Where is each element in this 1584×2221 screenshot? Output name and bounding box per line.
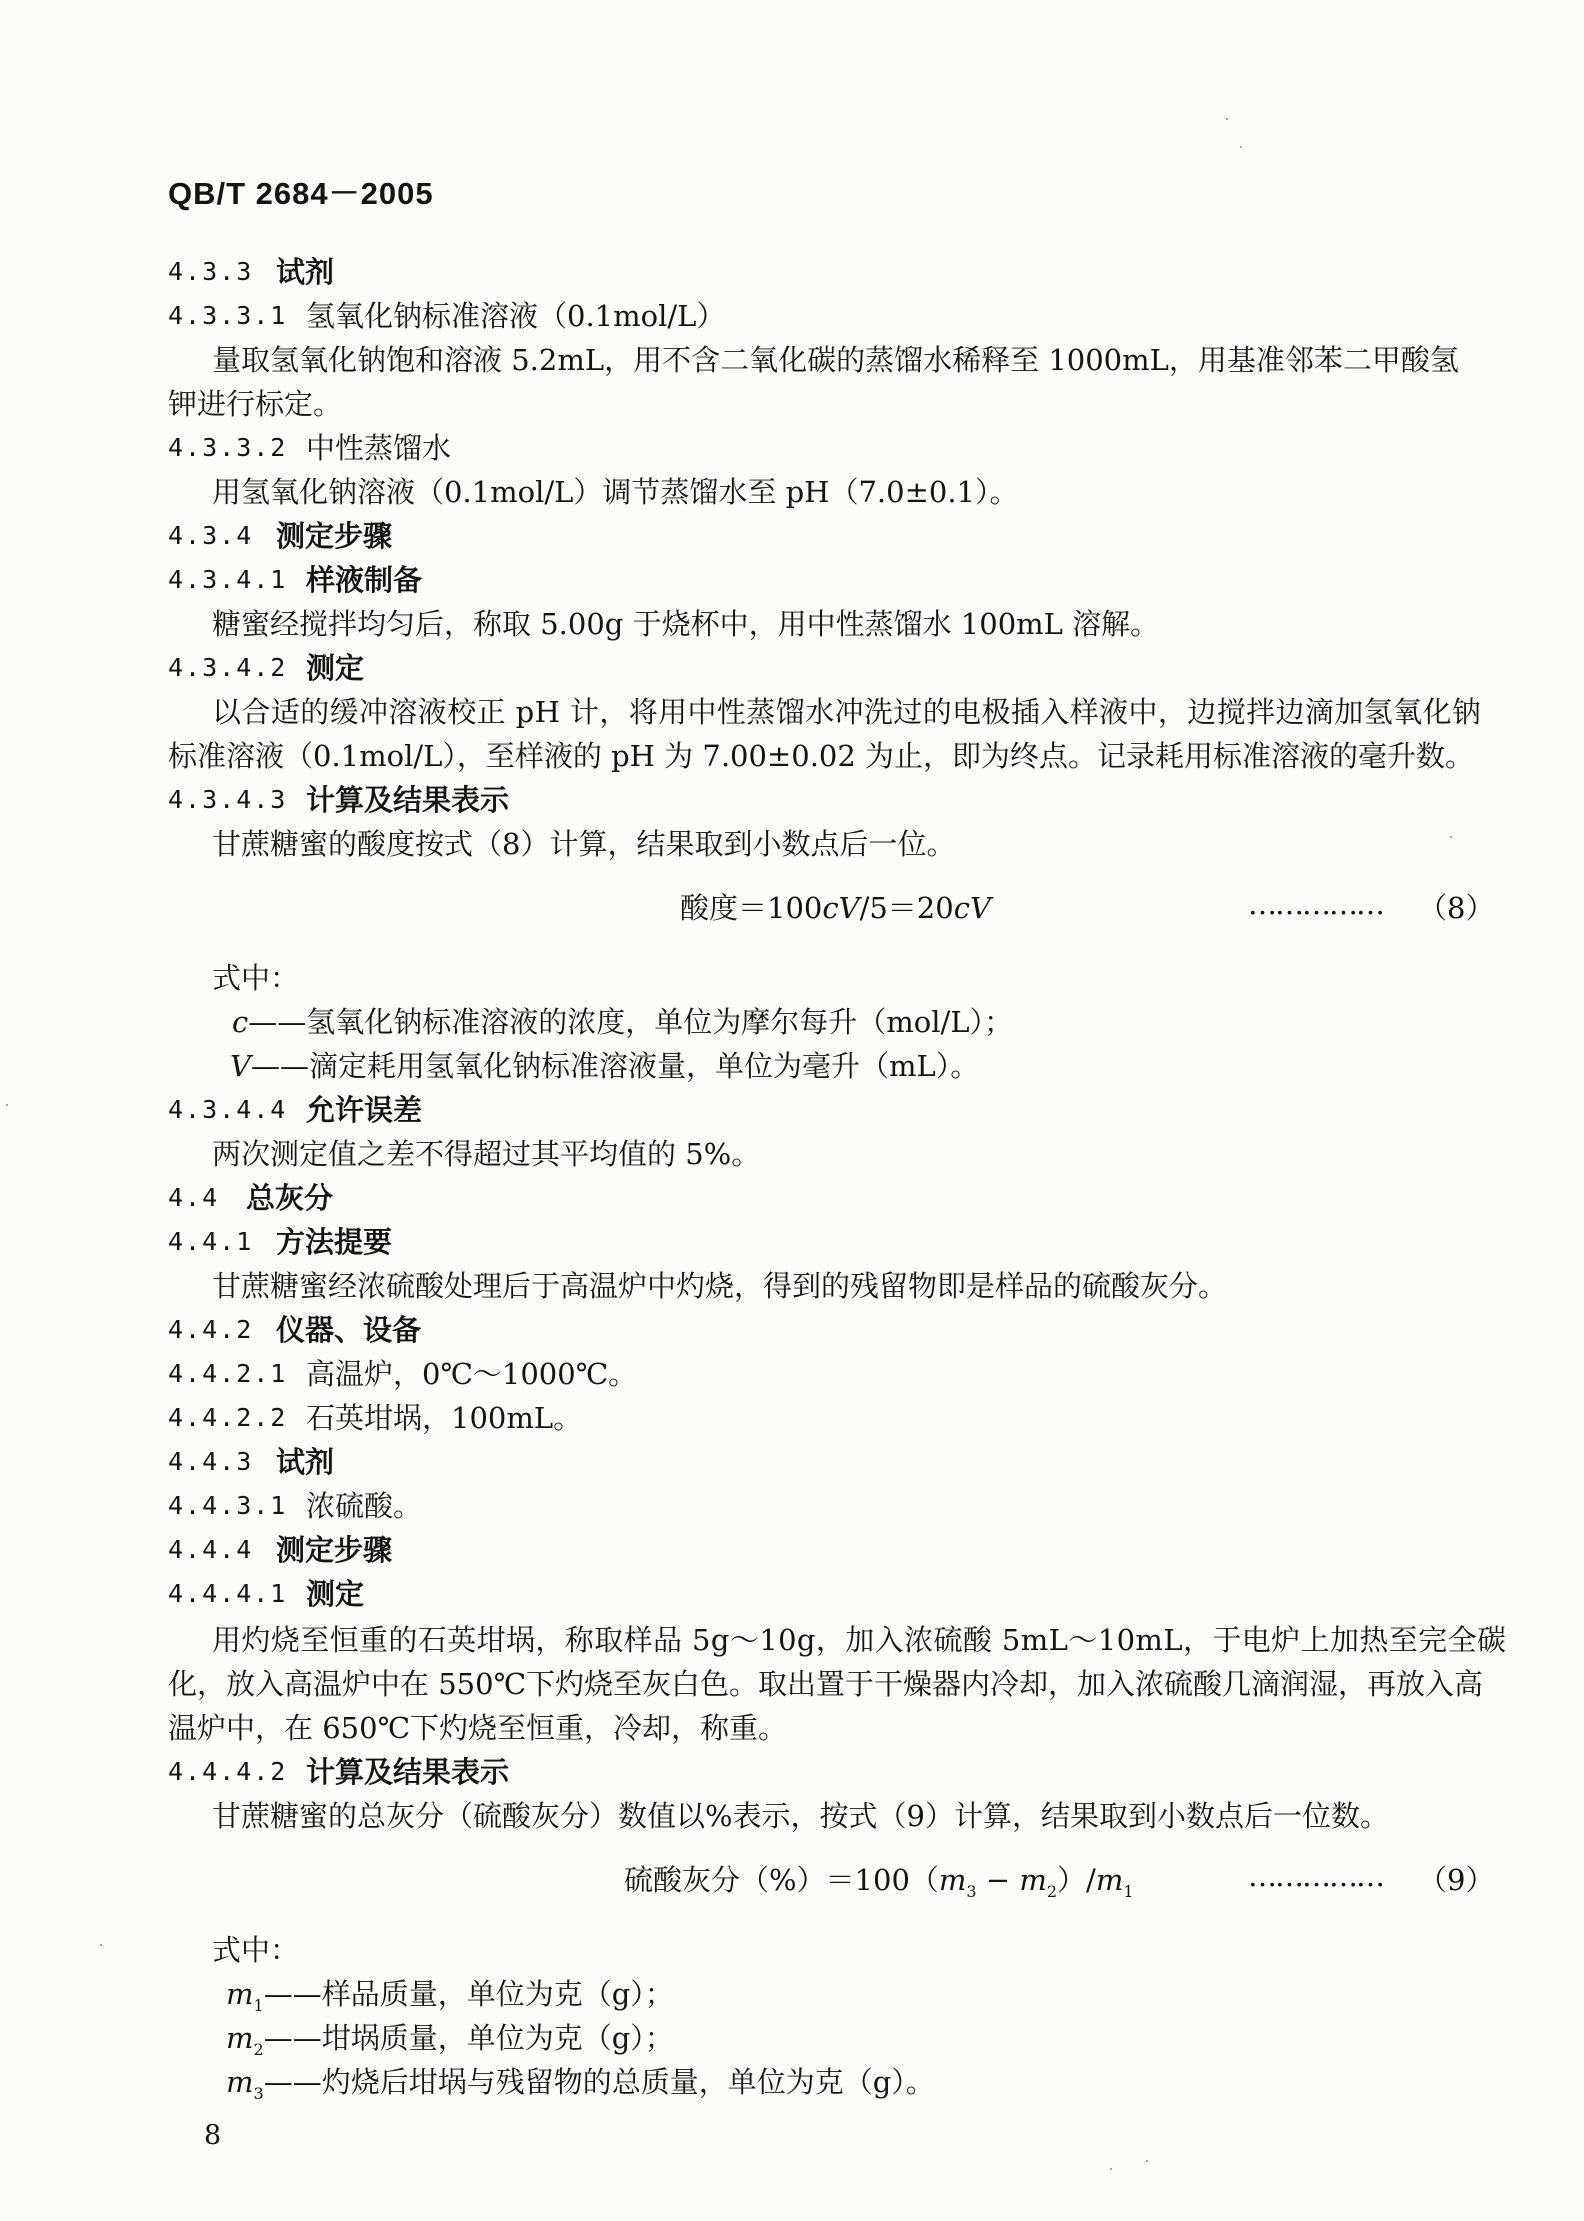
section-title: 允许误差	[306, 1093, 423, 1127]
scan-speck	[1226, 118, 1228, 120]
section-title: 仪器、设备	[276, 1313, 422, 1347]
var-c: c	[822, 891, 839, 925]
scan-speck	[1240, 146, 1242, 148]
standard-number-header: QB/T 2684－2005	[168, 176, 434, 211]
variable-definition	[226, 2020, 674, 2068]
section-title: 试剂	[276, 1445, 335, 1479]
section-number: 4.4.3.1	[168, 1491, 288, 1520]
section-title: 石英坩埚，100mL。	[306, 1401, 583, 1435]
var-m2: m	[1019, 1863, 1047, 1897]
section-title: 方法提要	[276, 1225, 393, 1259]
paragraph-line: 两次测定值之差不得超过其平均值的 5%。	[212, 1137, 761, 1171]
variable-definition	[232, 1004, 1013, 1040]
var-description: ——灼烧后坩埚与残留物的总质量，单位为克（g）。	[263, 2065, 935, 2099]
scan-speck	[100, 1944, 102, 1946]
formula-close: ）/	[1057, 1863, 1096, 1897]
paragraph-line: 以合适的缓冲溶液校正 pH 计，将用中性蒸馏水冲洗过的电极插入样液中，边搅拌边滴加氢氧化钠	[212, 695, 1482, 729]
formula-lhs: 酸度＝100	[680, 891, 823, 925]
variable-definition	[230, 1048, 979, 1084]
paragraph-line: 用氢氧化钠溶液（0.1mol/L）调节蒸馏水至 pH（7.0±0.1）。	[212, 475, 1019, 509]
section-number: 4.3.3.2	[168, 433, 288, 462]
var-V: V	[969, 891, 991, 925]
section-title: 计算及结果表示	[306, 783, 510, 817]
formula-number: （9）	[1418, 1863, 1495, 1897]
subscript: 2	[253, 2039, 264, 2059]
paragraph-line: 甘蔗糖蜜的总灰分（硫酸灰分）数值以%表示，按式（9）计算，结果取到小数点后一位数。	[212, 1799, 1390, 1833]
formula-leader-dots: ……………	[1248, 1859, 1383, 1893]
section-number: 4.4.3	[168, 1447, 254, 1476]
variable-definition	[226, 1976, 674, 2024]
paragraph-line: 甘蔗糖蜜经浓硫酸处理后于高温炉中灼烧，得到的残留物即是样品的硫酸灰分。	[212, 1269, 1228, 1303]
var-symbol: c	[232, 1005, 249, 1039]
var-m1: m	[1095, 1863, 1124, 1897]
page-number: 8	[204, 2120, 222, 2151]
section-number: 4.3.4	[168, 521, 254, 550]
section-number: 4.3.3.1	[168, 301, 288, 330]
paragraph-line: 用灼烧至恒重的石英坩埚，称取样品 5g～10g，加入浓硫酸 5mL～10mL，于电炉上加热至完全碳	[212, 1623, 1507, 1657]
var-symbol: V	[230, 1049, 251, 1083]
section-number: 4.3.3	[168, 257, 254, 286]
section-title: 浓硫酸。	[306, 1489, 423, 1523]
var-symbol: m	[226, 1977, 254, 2011]
paragraph-line: 化，放入高温炉中在 550℃下灼烧至灰白色。取出置于干燥器内冷却，加入浓硫酸几滴润湿，再放入高	[168, 1667, 1484, 1701]
section-title: 计算及结果表示	[306, 1755, 510, 1789]
var-symbol: m	[226, 2065, 254, 2099]
section-title: 测定	[306, 651, 365, 685]
section-title: 中性蒸馏水	[306, 431, 452, 465]
scan-speck	[6, 1104, 8, 1106]
paragraph-line: 甘蔗糖蜜的酸度按式（8）计算，结果取到小数点后一位。	[212, 827, 956, 861]
scan-speck	[1146, 2160, 1148, 2162]
paragraph-line: 量取氢氧化钠饱和溶液 5.2mL，用不含二氧化碳的蒸馏水稀释至 1000mL，用基准邻苯二甲酸氢	[212, 343, 1459, 377]
section-title: 测定步骤	[276, 1533, 393, 1567]
var-V: V	[838, 891, 860, 925]
var-description: ——氢氧化钠标准溶液的浓度，单位为摩尔每升（mol/L）；	[248, 1005, 1014, 1039]
section-title: 测定	[306, 1577, 365, 1611]
section-title: 高温炉，0℃～1000℃。	[306, 1357, 638, 1391]
paragraph-line: 标准溶液（0.1mol/L），至样液的 pH 为 7.00±0.02 为止，即为终点。记录耗用标准溶液的毫升数。	[168, 739, 1475, 773]
section-title: 测定步骤	[276, 519, 393, 553]
var-m3: m	[938, 1863, 967, 1897]
subscript: 1	[1123, 1881, 1134, 1901]
section-number: 4.4.1	[168, 1227, 254, 1256]
subscript: 2	[1046, 1881, 1058, 1901]
formula-lhs: 硫酸灰分（%）＝100（	[624, 1863, 939, 1897]
subscript: 1	[253, 1995, 264, 2015]
var-symbol: m	[226, 2021, 254, 2055]
section-title: 试剂	[276, 255, 335, 289]
section-number: 4.4.4	[168, 1535, 254, 1564]
section-number: 4.3.4.2	[168, 653, 288, 682]
section-title: 总灰分	[246, 1181, 334, 1215]
scan-speck	[1450, 836, 1452, 838]
subscript: 3	[253, 2083, 264, 2103]
paragraph-line: 糖蜜经搅拌均匀后，称取 5.00g 于烧杯中，用中性蒸馏水 100mL 溶解。	[212, 607, 1160, 641]
formula-8	[680, 890, 991, 926]
where-label: 式中：	[212, 961, 300, 995]
var-description: ——滴定耗用氢氧化钠标准溶液量，单位为毫升（mL）。	[250, 1049, 980, 1083]
section-number: 4.4.4.1	[168, 1579, 288, 1608]
var-c: c	[953, 891, 970, 925]
where-label: 式中：	[212, 1933, 300, 1967]
formula-number: （8）	[1418, 891, 1495, 925]
variable-definition	[226, 2064, 935, 2112]
paragraph-line: 钾进行标定。	[168, 387, 343, 421]
section-number: 4.4.4.2	[168, 1757, 288, 1786]
section-number: 4.4.2	[168, 1315, 254, 1344]
section-number: 4.4	[168, 1183, 220, 1212]
section-number: 4.4.2.2	[168, 1403, 288, 1432]
section-title: 氢氧化钠标准溶液（0.1mol/L）	[306, 299, 726, 333]
formula-9	[624, 1862, 1134, 1910]
section-number: 4.3.4.4	[168, 1095, 288, 1124]
section-number: 4.3.4.3	[168, 785, 288, 814]
section-number: 4.4.2.1	[168, 1359, 288, 1388]
paragraph-line: 温炉中，在 650℃下灼烧至恒重，冷却，称重。	[168, 1711, 788, 1745]
formula-mid: /5＝20	[859, 891, 954, 925]
section-number: 4.3.4.1	[168, 565, 288, 594]
formula-leader-dots: ……………	[1248, 887, 1383, 921]
minus-sign: −	[976, 1863, 1020, 1897]
var-description: ——样品质量，单位为克（g）；	[263, 1977, 674, 2011]
var-description: ——坩埚质量，单位为克（g）；	[263, 2021, 674, 2055]
subscript: 3	[966, 1881, 977, 1901]
scan-speck	[1110, 2168, 1112, 2170]
section-title: 样液制备	[306, 563, 423, 597]
